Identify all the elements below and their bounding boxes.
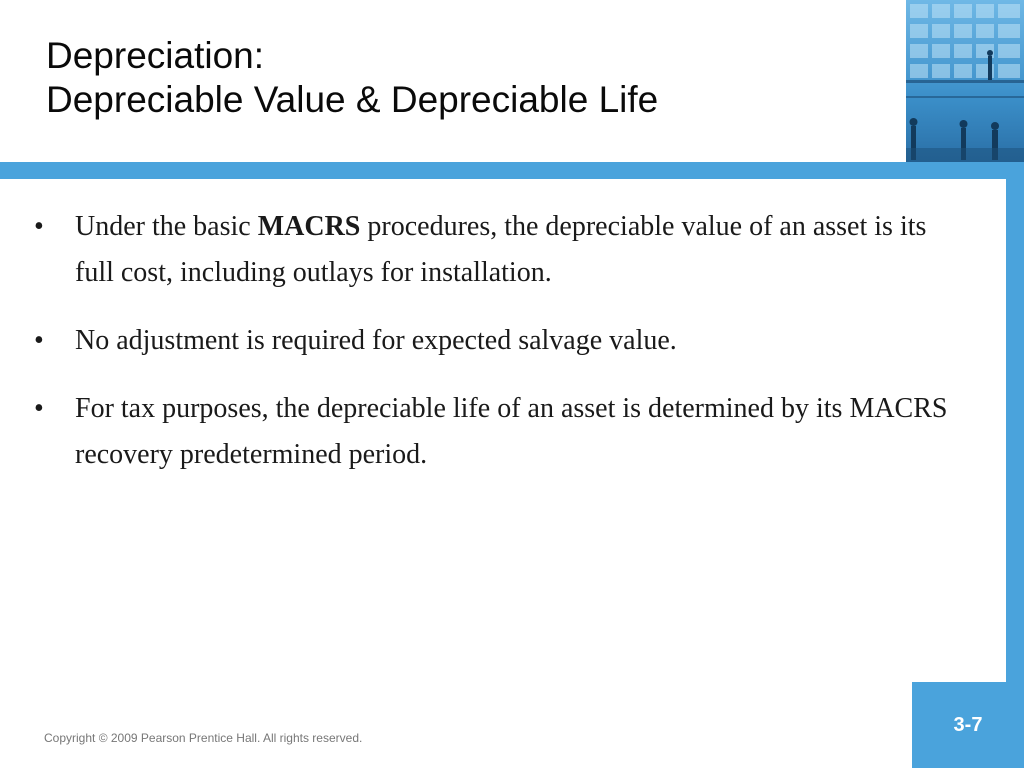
header-photo xyxy=(906,0,1024,162)
bullet-item xyxy=(30,386,960,478)
bullet-dot: • xyxy=(34,325,44,356)
bullet-text: No adjustment is required for expected salvage value. xyxy=(75,325,677,356)
copyright-footer: Copyright © 2009 Pearson Prentice Hall. All rights reserved. xyxy=(44,731,363,745)
page-number: 3-7 xyxy=(953,713,983,736)
top-accent-bar xyxy=(0,162,1024,179)
bullet-text-after: procedures, the depreciable value of an asset is its full cost, including outlays for installation. xyxy=(75,211,927,288)
slide-title xyxy=(46,34,896,122)
bullet-text: For tax purposes, the depreciable life of an asset is determined by its MACRS recovery predetermined period. xyxy=(75,393,948,470)
title-line-2: Depreciable Value & Depreciable Life xyxy=(46,79,659,120)
bullet-item xyxy=(30,318,960,364)
building-photo-image xyxy=(906,0,1024,162)
page-number-box xyxy=(912,682,1024,768)
bullet-list xyxy=(30,204,960,500)
bullet-dot: • xyxy=(34,211,44,242)
bullet-text-before: Under the basic xyxy=(75,211,258,242)
bullet-text-bold: MACRS xyxy=(257,211,361,242)
title-line-1: Depreciation: xyxy=(46,35,265,76)
bullet-dot: • xyxy=(34,393,44,424)
right-accent-bar xyxy=(1006,179,1024,682)
bullet-item xyxy=(30,204,960,296)
